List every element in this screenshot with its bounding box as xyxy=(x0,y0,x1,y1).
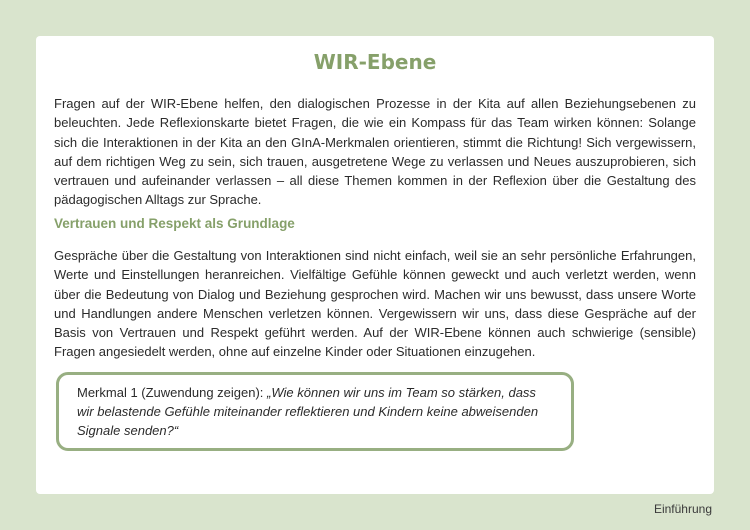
content-card xyxy=(36,36,714,494)
section-paragraph: Gespräche über die Gestaltung von Interaktionen sind nicht einfach, weil sie an sehr persönliche Erfahrungen, Werte und Einstellungen heranreichen. Vielfältige Gefühle können geweckt und auch verletzt werden, wenn über die Bedeutung von Dialog und Beziehung gesprochen wird. Machen wir uns bewusst, dass unsere Worte und Handlungen andere Menschen verletzen können. Vergewissern wir uns, dass diese Gespräche auf der Basis von Vertrauen und Respekt geführt werden. Auf der WIR-Ebene können auch schwierige (sensible) Fragen angesiedelt werden, ohne auf einzelne Kinder oder Situationen einzugehen. xyxy=(54,248,696,360)
page-title: WIR-Ebene xyxy=(313,50,437,74)
footer-label: Einführung xyxy=(653,502,712,516)
quote-prefix: Merkmal 1 (Zuwendung zeigen): xyxy=(77,385,268,400)
section-heading: Vertrauen und Respekt als Grundlage xyxy=(54,216,295,231)
quote-text: „Wie können wir uns im Team so stärken, dass wir belastende Gefühle miteinander reflektieren und Kindern keine abweisenden Signale senden?“ xyxy=(77,385,539,438)
quote-box xyxy=(56,372,574,451)
intro-paragraph: Fragen auf der WIR-Ebene helfen, den dialogischen Prozesse in der Kita auf allen Beziehungsebenen zu beleuchten. Jede Reflexionskarte bietet Fragen, die wie ein Kompass für das Team wirken können: Solange sich die Interaktionen in der Kita an den GInA-Merkmalen orientieren, stimmt die Richtung! Sich vergewissern, auf dem richtigen Weg zu sein, sich trauen, ausgetretene Wege zu verlassen und Neues auszuprobieren, sich vertrauen und aufeinander verlassen – all diese Themen kommen in der Reflexion über die Gestaltung des pädagogischen Alltags zur Sprache. xyxy=(54,96,696,208)
